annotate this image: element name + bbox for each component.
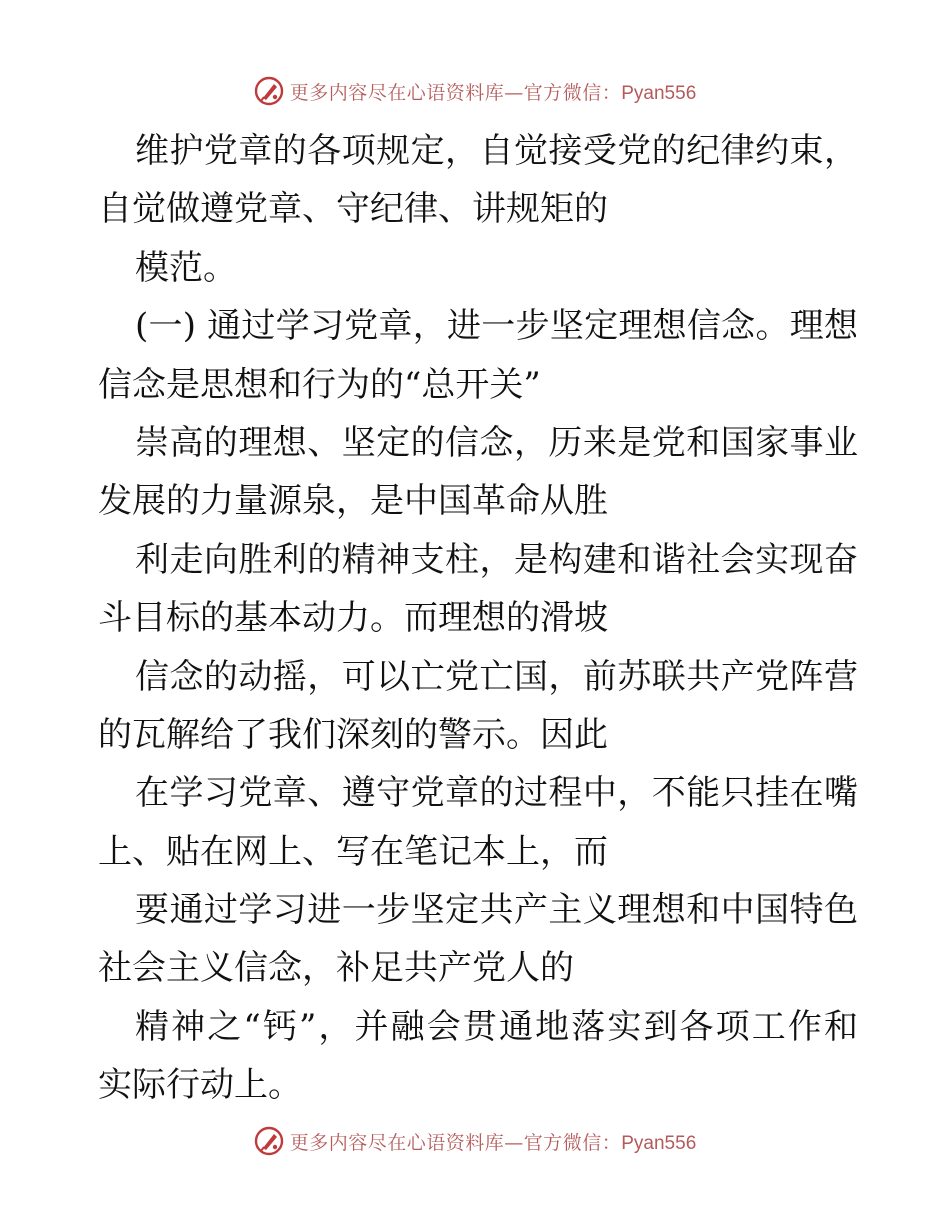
footer-banner-text: 更多内容尽在心语资料库—官方微信：Pyan556: [289, 1131, 697, 1154]
paragraph-line: 信念是思想和行为的“总开关”: [98, 364, 541, 405]
paragraph-line: 自觉做遵党章、守纪律、讲规矩的: [98, 189, 608, 230]
header-banner-text: 更多内容尽在心语资料库—官方微信：Pyan556: [289, 81, 697, 104]
paragraph-line: 斗目标的基本动力。而理想的滑坡: [98, 598, 608, 639]
paragraph-line: 精神之“钙”，并融会贯通地落实到各项工作和: [135, 1006, 858, 1047]
paragraph-line: 的瓦解给了我们深刻的警示。因此: [98, 714, 608, 755]
paragraph-line: 利走向胜利的精神支柱，是构建和谐社会实现奋: [135, 539, 858, 580]
paragraph-line: 实际行动上。: [98, 1065, 302, 1106]
paragraph-line: 上、贴在网上、写在笔记本上，而: [98, 831, 608, 872]
paragraph-line: 模范。: [135, 247, 237, 288]
paragraph-line: 发展的力量源泉，是中国革命从胜: [98, 481, 608, 522]
document-body: [98, 122, 858, 1115]
footer-banner: [0, 1124, 950, 1158]
paragraph-line: 要通过学习进一步坚定共产主义理想和中国特色: [135, 890, 858, 931]
paragraph-line: 社会主义信念，补足共产党人的: [98, 948, 574, 989]
wechat-id: Pyan556: [621, 82, 697, 104]
wechat-id: Pyan556: [621, 1132, 697, 1154]
quill-pen-logo-icon: [254, 1126, 284, 1156]
paragraph-line: 信念的动摇，可以亡党亡国，前苏联共产党阵营: [135, 656, 858, 697]
paragraph-line: 在学习党章、遵守党章的过程中，不能只挂在嘴: [135, 773, 858, 814]
header-banner: [0, 74, 950, 108]
paragraph-line: 崇高的理想、坚定的信念，历来是党和国家事业: [135, 422, 858, 463]
quill-pen-logo-icon: [254, 76, 284, 106]
paragraph-line: (一) 通过学习党章，进一步坚定理想信念。理想: [135, 306, 858, 347]
paragraph-line: 维护党章的各项规定，自觉接受党的纪律约束，: [135, 131, 858, 171]
